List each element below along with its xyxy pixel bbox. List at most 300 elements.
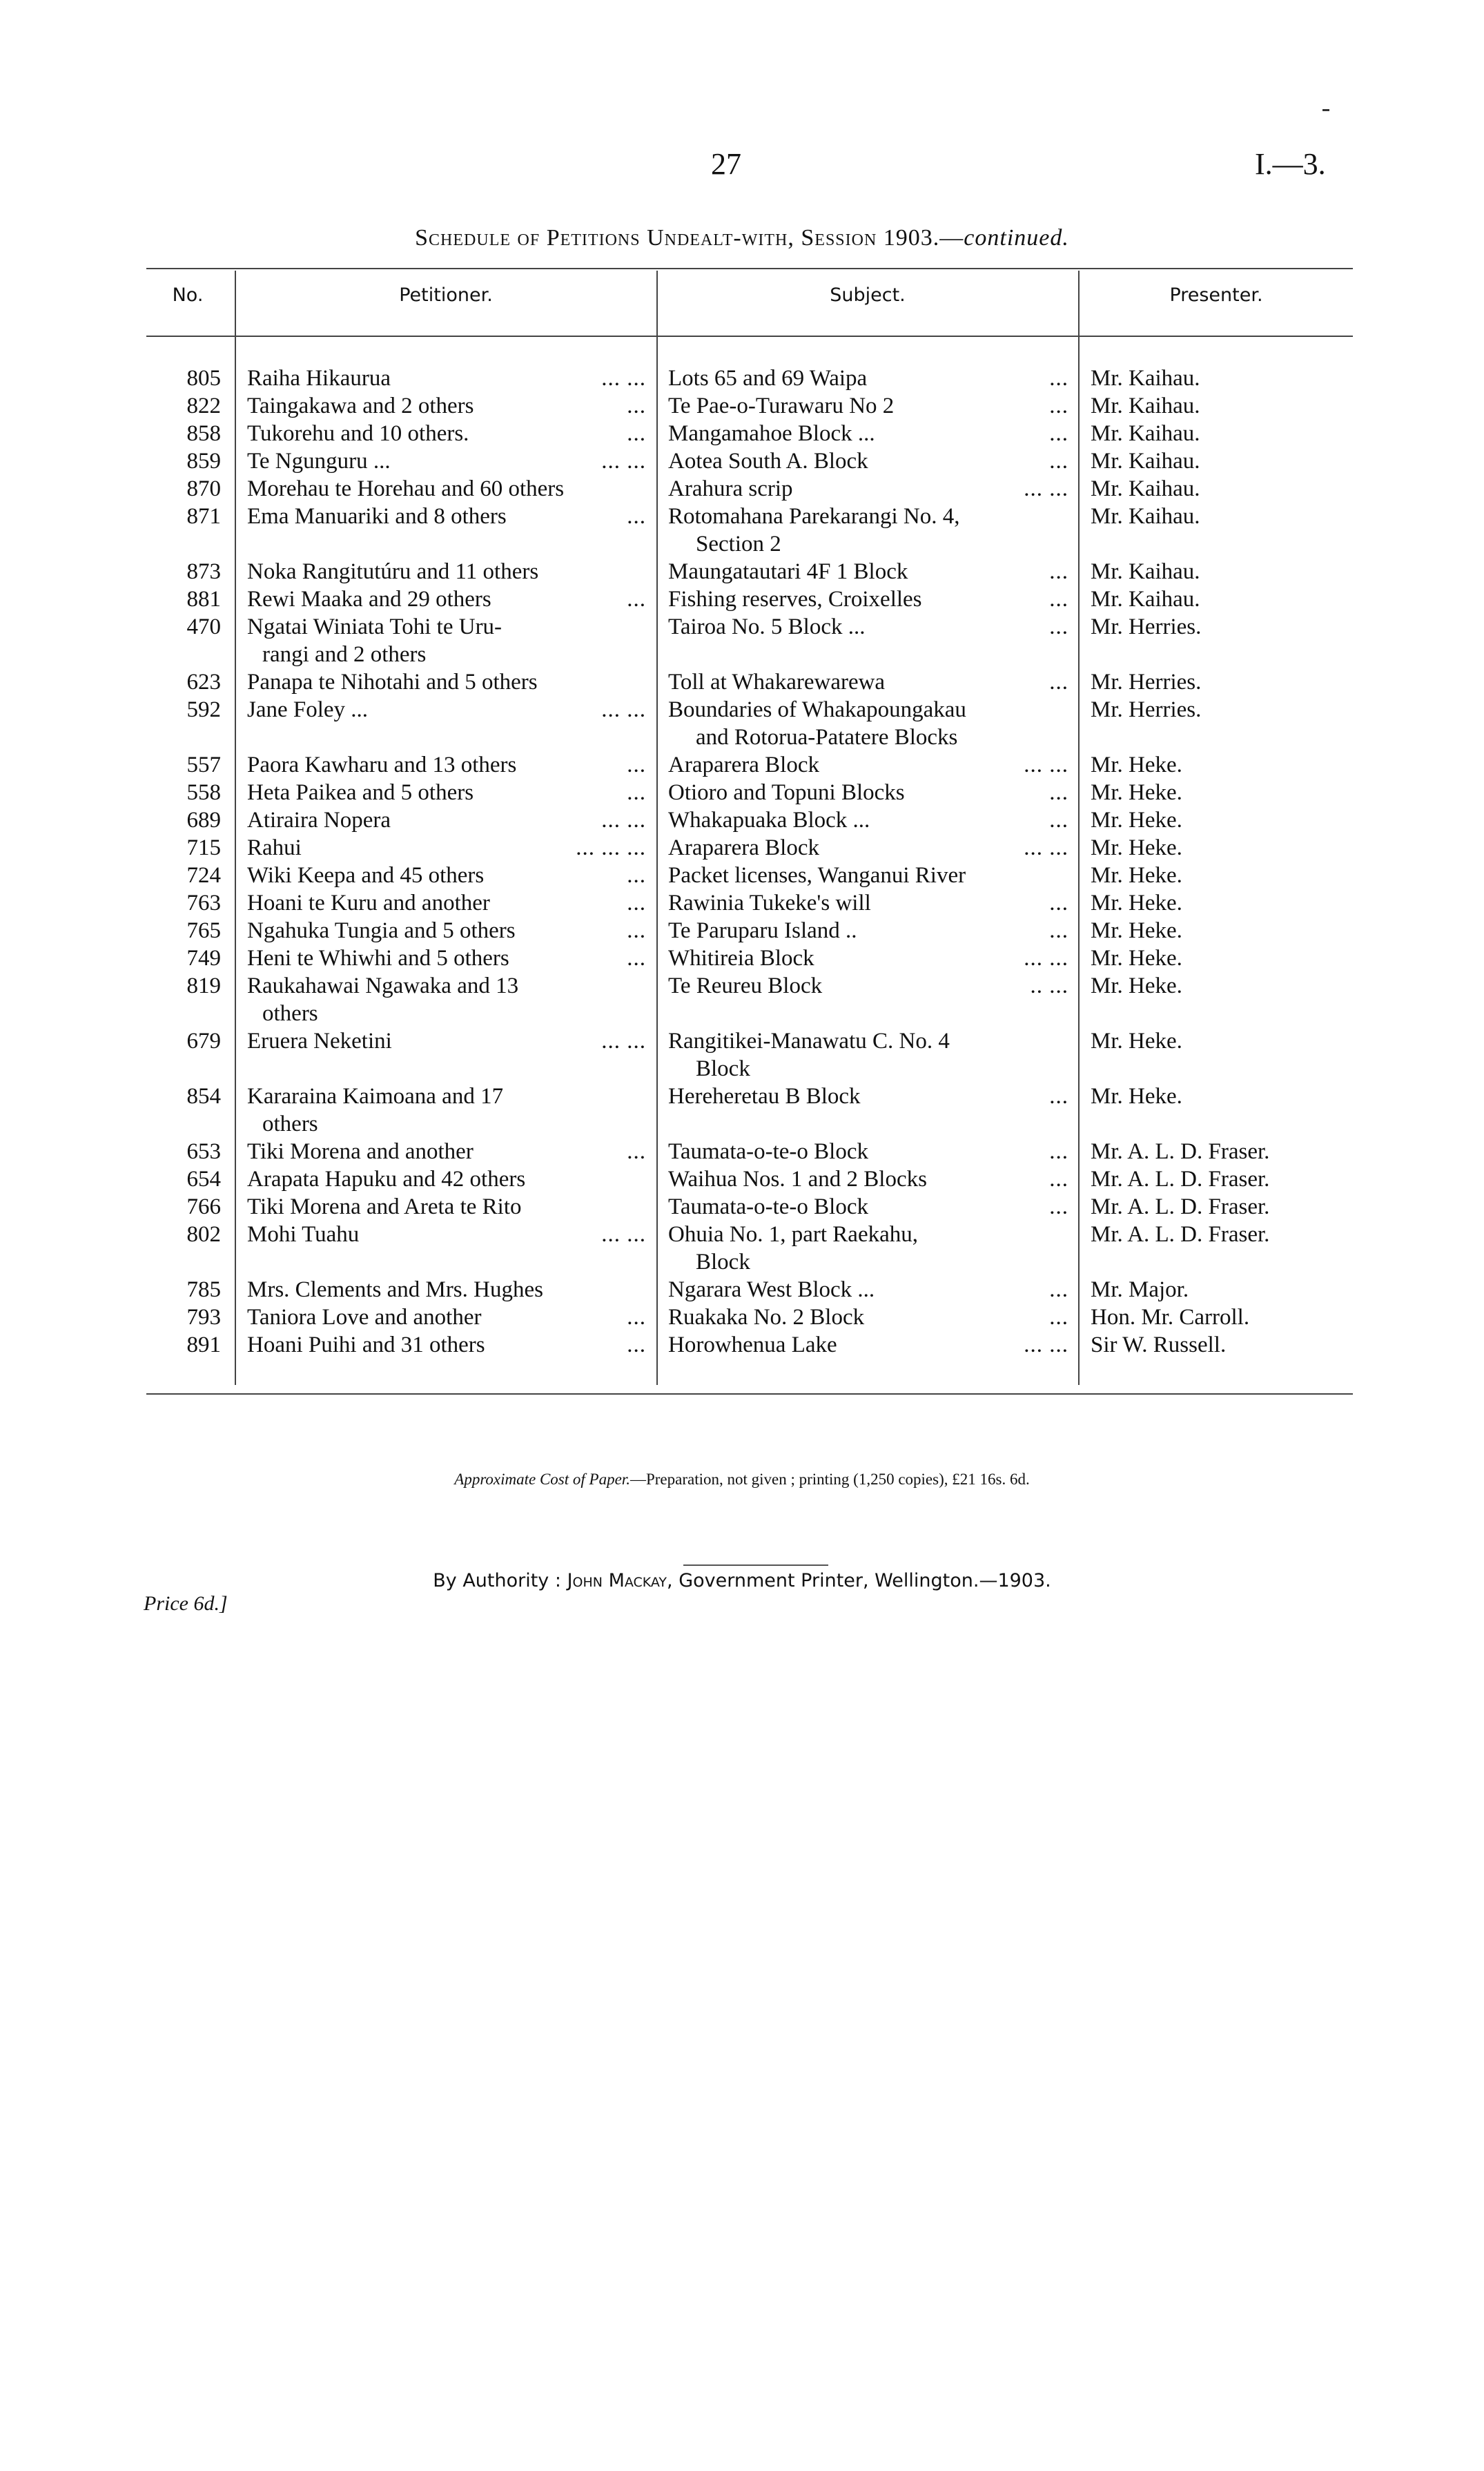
- imprint-rest: Government Printer, Wellington.—1903.: [678, 1570, 1051, 1591]
- petitioner-line: [247, 1276, 646, 1304]
- petitioner-line: [247, 475, 646, 503]
- dot-leader: ...: [627, 504, 646, 529]
- subject-cell: [668, 779, 1068, 806]
- subject-line: [668, 751, 1068, 779]
- presenter-name: Mr. Kaihau.: [1091, 394, 1200, 418]
- petitioner-name: Jane Foley ...: [247, 697, 369, 722]
- presenter-name: Mr. Kaihau.: [1091, 449, 1200, 474]
- subject-cell: [668, 1027, 1068, 1083]
- presenter-name: Mr. Heke.: [1091, 918, 1182, 943]
- subject-cell: [668, 420, 1068, 447]
- column-header-petitioner: Petitioner.: [399, 284, 493, 306]
- subject-cell: [668, 558, 1068, 585]
- petitioner-cell: [247, 1027, 646, 1055]
- petitioner-name: Noka Rangitutúru and 11 others: [247, 559, 539, 584]
- presenter-name: Mr. Kaihau.: [1091, 476, 1200, 501]
- petitioner-cell: [247, 1193, 646, 1221]
- table-row: [0, 668, 1484, 696]
- dot-leader: ...: [1049, 394, 1068, 418]
- subject-line: [668, 420, 1068, 447]
- table-row: [0, 392, 1484, 420]
- table-row: [0, 806, 1484, 834]
- petitioner-line: [247, 779, 646, 806]
- subject-line: [668, 806, 1068, 834]
- petition-number: 822: [186, 394, 221, 418]
- presenter-name: Mr. Kaihau.: [1091, 504, 1200, 529]
- petitioner-name: Arapata Hapuku and 42 others: [247, 1167, 526, 1192]
- subject-line: [668, 1276, 1068, 1304]
- presenter-name: Mr. A. L. D. Fraser.: [1091, 1194, 1270, 1219]
- petitioner-cell: [247, 475, 646, 503]
- petitioner-line: [247, 447, 646, 475]
- petitioner-name: Hoani te Kuru and another: [247, 891, 490, 915]
- petitioner-line: [247, 806, 646, 834]
- petitioner-name: Heta Paikea and 5 others: [247, 780, 474, 805]
- table-row: [0, 751, 1484, 779]
- subject-cell: [668, 475, 1068, 503]
- dot-leader: ...: [627, 863, 646, 888]
- subject-text: Te Paruparu Island ..: [668, 918, 857, 943]
- table-header-rule: [146, 336, 1353, 337]
- imprint-prefix: By Authority :: [433, 1570, 561, 1591]
- dot-leader: ... ... ...: [576, 835, 646, 860]
- subject-text: Lots 65 and 69 Waipa: [668, 366, 868, 391]
- presenter-name: Mr. Heke.: [1091, 808, 1182, 833]
- dot-leader: ...: [1049, 1194, 1068, 1219]
- presenter-name: Hon. Mr. Carroll.: [1091, 1305, 1250, 1330]
- subject-text: Waihua Nos. 1 and 2 Blocks: [668, 1167, 927, 1192]
- petitioner-line: [247, 558, 646, 585]
- petitioner-line: [247, 1304, 646, 1331]
- subject-text: Toll at Whakarewarewa: [668, 670, 886, 695]
- petitioner-line: [247, 834, 646, 862]
- subject-text: Rawinia Tukeke's will: [668, 891, 871, 915]
- dot-leader: ...: [1049, 587, 1068, 612]
- petitioner-cell: [247, 503, 646, 530]
- subject-line: [668, 1221, 1068, 1248]
- table-row: [0, 1083, 1484, 1138]
- petitioner-line: [247, 613, 646, 641]
- cost-note: [0, 1471, 1484, 1489]
- subject-line: [668, 779, 1068, 806]
- subject-text: Mangamahoe Block ...: [668, 421, 875, 446]
- petition-number: 785: [186, 1277, 221, 1302]
- table-row: [0, 585, 1484, 613]
- petitioner-cell: [247, 806, 646, 834]
- table-row: [0, 696, 1484, 751]
- presenter-name: Mr. Major.: [1091, 1277, 1189, 1302]
- table-row: [0, 503, 1484, 558]
- subject-cell: [668, 696, 1068, 751]
- petitioner-cell: [247, 834, 646, 862]
- presenter-name: Sir W. Russell.: [1091, 1333, 1227, 1357]
- petitioner-name: Tukorehu and 10 others.: [247, 421, 469, 446]
- petitioner-name: Mrs. Clements and Mrs. Hughes: [247, 1277, 543, 1302]
- presenter-name: Mr. Heke.: [1091, 973, 1182, 998]
- petition-number: 592: [186, 697, 221, 722]
- petitioner-cell: [247, 1331, 646, 1359]
- presenter-name: Mr. Kaihau.: [1091, 559, 1200, 584]
- petitioner-name: Hoani Puihi and 31 others: [247, 1333, 485, 1357]
- subject-cell: [668, 1276, 1068, 1304]
- subject-cell: [668, 1193, 1068, 1221]
- petitioner-name: Kararaina Kaimoana and 17: [247, 1084, 504, 1109]
- subject-line: [668, 392, 1068, 420]
- presenter-name: Mr. Heke.: [1091, 780, 1182, 805]
- dot-leader: ...: [627, 753, 646, 777]
- table-bottom-rule: [146, 1393, 1353, 1395]
- petition-number: 881: [186, 587, 221, 612]
- presenter-name: Mr. Kaihau.: [1091, 421, 1200, 446]
- presenter-name: Mr. Heke.: [1091, 753, 1182, 777]
- petitioner-line: [247, 862, 646, 889]
- dot-leader: ...: [627, 946, 646, 971]
- table-row: [0, 558, 1484, 585]
- petition-number: 763: [186, 891, 221, 915]
- subject-line: [668, 668, 1068, 696]
- dot-leader: ...: [627, 891, 646, 915]
- petitioner-name: Rewi Maaka and 29 others: [247, 587, 491, 612]
- presenter-name: Mr. Heke.: [1091, 946, 1182, 971]
- presenter-name: Mr. Heke.: [1091, 1084, 1182, 1109]
- petitioner-name: Raukahawai Ngawaka and 13: [247, 973, 519, 998]
- petitioner-name: Tiki Morena and another: [247, 1139, 473, 1164]
- petitioner-name: Taniora Love and another: [247, 1305, 482, 1330]
- table-row: [0, 889, 1484, 917]
- dot-leader: ... ...: [601, 697, 646, 722]
- petition-number: 470: [186, 614, 221, 639]
- table-row: [0, 1027, 1484, 1083]
- subject-text: Ngarara West Block ...: [668, 1277, 875, 1302]
- petitioner-cell: [247, 1083, 646, 1138]
- subject-text: Taumata-o-te-o Block: [668, 1194, 868, 1219]
- subject-continuation: Block: [696, 1056, 750, 1081]
- table-row: [0, 972, 1484, 1027]
- price-label: Price 6d.]: [144, 1592, 228, 1615]
- table-row: [0, 1221, 1484, 1276]
- petitioner-cell: [247, 392, 646, 420]
- dot-leader: ... ...: [601, 1222, 646, 1247]
- subject-cell: [668, 944, 1068, 972]
- subject-continuation: Section 2: [696, 532, 781, 556]
- dot-leader: ... ...: [601, 1029, 646, 1054]
- presenter-name: Mr. Herries.: [1091, 670, 1202, 695]
- petitioner-line: [247, 1221, 646, 1248]
- subject-cell: [668, 1138, 1068, 1165]
- subject-cell: [668, 668, 1068, 696]
- petitioner-line: [247, 1193, 646, 1221]
- petitioner-name: Tiki Morena and Areta te Rito: [247, 1194, 522, 1219]
- dot-leader: ... ...: [1024, 946, 1068, 971]
- subject-cell: [668, 585, 1068, 613]
- petitioner-name: Heni te Whiwhi and 5 others: [247, 946, 509, 971]
- subject-line: [668, 1138, 1068, 1165]
- presenter-name: Mr. Herries.: [1091, 614, 1202, 639]
- dot-leader: .. ...: [1030, 973, 1068, 998]
- dot-leader: ...: [1049, 1167, 1068, 1192]
- subject-line: [668, 613, 1068, 641]
- subject-cell: [668, 613, 1068, 641]
- subject-cell: [668, 1083, 1068, 1110]
- petitioner-cell: [247, 944, 646, 972]
- petition-number: 805: [186, 366, 221, 391]
- subject-cell: [668, 972, 1068, 1000]
- petitioner-line: [247, 668, 646, 696]
- petitioner-cell: [247, 779, 646, 806]
- dot-leader: ...: [627, 421, 646, 446]
- subject-cell: [668, 447, 1068, 475]
- subject-line: [668, 558, 1068, 585]
- petitioner-continuation: others: [262, 1112, 318, 1136]
- petition-number: 654: [186, 1167, 221, 1192]
- dot-leader: ... ...: [1024, 1333, 1068, 1357]
- dot-leader: ... ...: [1024, 476, 1068, 501]
- petitioner-name: Wiki Keepa and 45 others: [247, 863, 485, 888]
- subject-line: [668, 972, 1068, 1000]
- presenter-name: Mr. A. L. D. Fraser.: [1091, 1139, 1270, 1164]
- petitioner-name: Ema Manuariki and 8 others: [247, 504, 507, 529]
- petition-number: 765: [186, 918, 221, 943]
- petitioner-cell: [247, 585, 646, 613]
- petitioner-continuation: rangi and 2 others: [262, 642, 427, 667]
- dot-leader: ... ...: [601, 449, 646, 474]
- petitioner-name: Te Ngunguru ...: [247, 449, 391, 474]
- subject-line: [668, 585, 1068, 613]
- petitioner-name: Morehau te Horehau and 60 others: [247, 476, 565, 501]
- presenter-name: Mr. A. L. D. Fraser.: [1091, 1167, 1270, 1192]
- table-row: [0, 1304, 1484, 1331]
- dot-leader: ...: [1049, 1277, 1068, 1302]
- petitioner-cell: [247, 420, 646, 447]
- dot-leader: ...: [627, 587, 646, 612]
- subject-continuation: Block: [696, 1250, 750, 1275]
- dot-leader: ...: [1049, 1305, 1068, 1330]
- petitioner-line: [247, 365, 646, 392]
- subject-cell: [668, 503, 1068, 558]
- petitioner-name: Taingakawa and 2 others: [247, 394, 474, 418]
- presenter-name: Mr. Heke.: [1091, 1029, 1182, 1054]
- petitioner-name: Atiraira Nopera: [247, 808, 391, 833]
- subject-line: [668, 447, 1068, 475]
- subject-line: [668, 1304, 1068, 1331]
- subject-text: Aotea South A. Block: [668, 449, 868, 474]
- dot-leader: ...: [1049, 614, 1068, 639]
- petitioner-line: [247, 889, 646, 917]
- presenter-name: Mr. Heke.: [1091, 891, 1182, 915]
- presenter-name: Mr. A. L. D. Fraser.: [1091, 1222, 1270, 1247]
- subject-line: [668, 1193, 1068, 1221]
- column-header-no: No.: [172, 284, 204, 306]
- subject-cell: [668, 1331, 1068, 1359]
- dot-leader: ... ...: [1024, 753, 1068, 777]
- table-row: [0, 447, 1484, 475]
- dot-leader: ...: [627, 1305, 646, 1330]
- petition-number: 873: [186, 559, 221, 584]
- petition-number: 858: [186, 421, 221, 446]
- petitioner-line: [247, 1165, 646, 1193]
- subject-line: [668, 1083, 1068, 1110]
- dot-leader: ...: [1049, 1139, 1068, 1164]
- dot-leader: ...: [1049, 449, 1068, 474]
- subject-text: Araparera Block: [668, 753, 819, 777]
- subject-text: Te Pae-o-Turawaru No 2: [668, 394, 895, 418]
- subject-cell: [668, 862, 1068, 889]
- petitioner-cell: [247, 917, 646, 944]
- subject-cell: [668, 1304, 1068, 1331]
- dot-leader: ...: [627, 394, 646, 418]
- petitioner-cell: [247, 751, 646, 779]
- subject-text: Araparera Block: [668, 835, 819, 860]
- table-row: [0, 834, 1484, 862]
- petition-number: 819: [186, 973, 221, 998]
- imprint-printer-name: John Mackay,: [567, 1570, 673, 1591]
- petitioner-line: [247, 944, 646, 972]
- subject-line: [668, 944, 1068, 972]
- subject-cell: [668, 889, 1068, 917]
- cost-note-text: —Preparation, not given ; printing (1,250 copies), £21 16s. 6d.: [629, 1471, 1030, 1488]
- petition-number: 724: [186, 863, 221, 888]
- subject-text: Hereheretau B Block: [668, 1084, 861, 1109]
- subject-line: [668, 917, 1068, 944]
- petition-number: 854: [186, 1084, 221, 1109]
- table-row: [0, 862, 1484, 889]
- subject-text: Ohuia No. 1, part Raekahu,: [668, 1222, 918, 1247]
- dot-leader: ...: [627, 780, 646, 805]
- dot-leader: ... ...: [1024, 835, 1068, 860]
- petition-number: 859: [186, 449, 221, 474]
- petitioner-cell: [247, 696, 646, 724]
- petitioner-name: Ngahuka Tungia and 5 others: [247, 918, 516, 943]
- dot-leader: ... ...: [601, 808, 646, 833]
- subject-cell: [668, 1165, 1068, 1193]
- petition-number: 802: [186, 1222, 221, 1247]
- petitioner-continuation: others: [262, 1001, 318, 1026]
- schedule-title-main: Schedule of Petitions Undealt-with, Session 1903.—: [415, 225, 964, 251]
- schedule-title: [0, 225, 1484, 251]
- subject-text: Rotomahana Parekarangi No. 4,: [668, 504, 960, 529]
- dot-leader: ...: [1049, 808, 1068, 833]
- column-header-presenter: Presenter.: [1169, 284, 1263, 306]
- petitioner-name: Mohi Tuahu: [247, 1222, 360, 1247]
- petitioner-line: [247, 917, 646, 944]
- petitioner-cell: [247, 1304, 646, 1331]
- dot-leader: ...: [627, 1139, 646, 1164]
- table-row: [0, 475, 1484, 503]
- petitioner-line: [247, 1138, 646, 1165]
- subject-cell: [668, 1221, 1068, 1276]
- subject-cell: [668, 917, 1068, 944]
- subject-text: Whakapuaka Block ...: [668, 808, 870, 833]
- petitions-table-body: [0, 365, 1484, 1359]
- petitioner-cell: [247, 447, 646, 475]
- dot-leader: ...: [1049, 559, 1068, 584]
- petitioner-name: Ngatai Winiata Tohi te Uru-: [247, 614, 502, 639]
- petitioner-cell: [247, 1165, 646, 1193]
- subject-text: Otioro and Topuni Blocks: [668, 780, 905, 805]
- dot-leader: ...: [1049, 780, 1068, 805]
- petitioner-line: [247, 751, 646, 779]
- subject-text: Horowhenua Lake: [668, 1333, 837, 1357]
- presenter-name: Mr. Kaihau.: [1091, 587, 1200, 612]
- authority-rule: [683, 1564, 828, 1566]
- petition-number: 623: [186, 670, 221, 695]
- table-row: [0, 1193, 1484, 1221]
- subject-line: [668, 1331, 1068, 1359]
- petition-number: 558: [186, 780, 221, 805]
- petitioner-line: [247, 696, 646, 724]
- petitioner-cell: [247, 1276, 646, 1304]
- petitioner-cell: [247, 889, 646, 917]
- presenter-name: Mr. Heke.: [1091, 835, 1182, 860]
- subject-text: Arahura scrip: [668, 476, 793, 501]
- subject-text: Te Reureu Block: [668, 973, 823, 998]
- petition-number: 793: [186, 1305, 221, 1330]
- petitioner-cell: [247, 862, 646, 889]
- table-top-rule: [146, 268, 1353, 269]
- petition-number: 891: [186, 1333, 221, 1357]
- subject-cell: [668, 392, 1068, 420]
- petition-number: 870: [186, 476, 221, 501]
- dot-leader: ...: [1049, 366, 1068, 391]
- subject-line: [668, 696, 1068, 724]
- petitioner-cell: [247, 668, 646, 696]
- petitioner-name: Rahui: [247, 835, 302, 860]
- cost-note-label: Approximate Cost of Paper.: [454, 1471, 630, 1488]
- table-row: [0, 1165, 1484, 1193]
- page-reference: I.—3.: [1255, 147, 1326, 181]
- table-row: [0, 917, 1484, 944]
- dot-leader: ...: [1049, 421, 1068, 446]
- subject-line: [668, 365, 1068, 392]
- petitioner-line: [247, 420, 646, 447]
- column-header-subject: Subject.: [830, 284, 906, 306]
- petitioner-line: [247, 1331, 646, 1359]
- petitioner-cell: [247, 613, 646, 668]
- petitioner-name: Eruera Neketini: [247, 1029, 392, 1054]
- subject-cell: [668, 834, 1068, 862]
- table-row: [0, 365, 1484, 392]
- subject-line: [668, 1165, 1068, 1193]
- petition-number: 766: [186, 1194, 221, 1219]
- subject-text: Rangitikei-Manawatu C. No. 4: [668, 1029, 950, 1054]
- petitioner-line: [247, 1083, 646, 1110]
- dot-leader: ... ...: [601, 366, 646, 391]
- petitioner-line: [247, 1027, 646, 1055]
- petitioner-cell: [247, 972, 646, 1027]
- presenter-name: Mr. Herries.: [1091, 697, 1202, 722]
- petition-number: 679: [186, 1029, 221, 1054]
- subject-cell: [668, 751, 1068, 779]
- petition-number: 871: [186, 504, 221, 529]
- subject-line: [668, 475, 1068, 503]
- table-row: [0, 1138, 1484, 1165]
- subject-cell: [668, 806, 1068, 834]
- petitioner-name: Raiha Hikaurua: [247, 366, 391, 391]
- printer-imprint: [0, 1570, 1484, 1591]
- stray-mark: [1322, 109, 1329, 111]
- petitioner-line: [247, 503, 646, 530]
- presenter-name: Mr. Heke.: [1091, 863, 1182, 888]
- petitioner-line: [247, 392, 646, 420]
- petition-number: 689: [186, 808, 221, 833]
- petition-number: 715: [186, 835, 221, 860]
- petition-number: 557: [186, 753, 221, 777]
- petitioner-cell: [247, 1221, 646, 1248]
- table-row: [0, 1276, 1484, 1304]
- dot-leader: ...: [1049, 918, 1068, 943]
- subject-text: Tairoa No. 5 Block ...: [668, 614, 866, 639]
- table-row: [0, 420, 1484, 447]
